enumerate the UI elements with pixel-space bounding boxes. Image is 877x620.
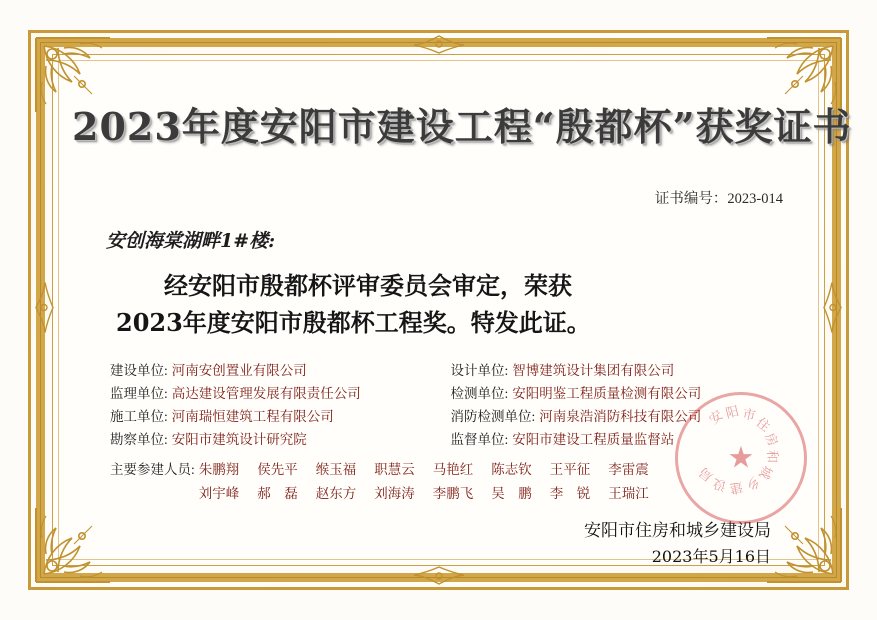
- participant-name: 王平征: [549, 462, 591, 478]
- participant-name: 李 锐: [549, 486, 591, 502]
- unit-label: 消防检测单位:: [450, 409, 536, 425]
- seal-char: 城: [755, 462, 775, 481]
- participating-units-grid: [72, 359, 805, 448]
- issue-date: 2023年5月16日: [651, 546, 771, 566]
- participants-row: [110, 458, 781, 478]
- participants-names: [199, 482, 649, 502]
- participants-row: [110, 482, 781, 502]
- body-line-2: 2023年度安阳市殷都杯工程奖。特发此证。: [116, 308, 591, 338]
- seal-char: 设: [711, 474, 728, 493]
- seal-star-icon: ★: [727, 441, 755, 475]
- participant-name: 朱鹏翔: [198, 462, 240, 478]
- participant-name: 刘宇峰: [198, 486, 240, 502]
- seal-char: 和: [764, 450, 779, 464]
- seal-char: 局: [696, 463, 717, 484]
- certificate-number-label: 证书编号：: [654, 191, 728, 207]
- unit-label: 施工单位:: [110, 409, 168, 425]
- unit-value: 智博建筑设计集团有限公司: [512, 363, 675, 379]
- certificate-title: 2023年度安阳市建设工程“殷都杯”获奖证书: [72, 104, 852, 149]
- participant-name: 刘海涛: [374, 486, 415, 502]
- participant-name: 李鹏飞: [432, 486, 474, 502]
- unit-label: 监理单位:: [110, 386, 168, 402]
- unit-row: [451, 359, 782, 379]
- participant-name: 吴 鹏: [491, 486, 532, 502]
- participant-name: 陈志钦: [491, 462, 532, 478]
- unit-row: [110, 428, 441, 448]
- participants-label: 主要参建人员:: [110, 462, 195, 478]
- participant-name: 职慧云: [374, 462, 415, 478]
- unit-value: 安阳市建筑设计研究院: [171, 432, 307, 448]
- seal-char: 市: [741, 406, 757, 425]
- unit-label: 检测单位:: [450, 386, 509, 402]
- recipient-name: 安创海棠湖畔1#楼:: [106, 230, 276, 252]
- unit-value: 高达建设管理发展有限责任公司: [171, 386, 361, 402]
- issuer-block: [72, 518, 805, 569]
- unit-value: 河南安创置业有限公司: [171, 363, 307, 379]
- certificate-number-value: 2023-014: [727, 191, 783, 207]
- participants-names: [199, 458, 649, 478]
- unit-row: [451, 405, 782, 425]
- seal-char: 建: [728, 478, 745, 496]
- unit-row: [110, 382, 441, 402]
- participant-name: 王瑞江: [608, 486, 649, 502]
- unit-label: 勘察单位:: [110, 432, 168, 448]
- certificate-body: [72, 267, 805, 341]
- unit-value: 安阳明鉴工程质量检测有限公司: [512, 386, 702, 402]
- participant-name: 马艳红: [432, 462, 474, 478]
- seal-char: 住: [752, 415, 773, 436]
- issuer-name: 安阳市住房和城乡建设局: [584, 521, 771, 542]
- unit-row: [110, 359, 441, 379]
- unit-row: [451, 382, 782, 402]
- participant-name: 侯先平: [257, 462, 298, 478]
- body-line-1: 经安阳市殷都杯评审委员会审定，荣获: [164, 271, 572, 300]
- certificate-content: [72, 74, 852, 566]
- participants-section: [72, 458, 805, 502]
- unit-row: [451, 428, 782, 448]
- seal-char: 乡: [742, 472, 763, 493]
- edge-ornament-icon: [822, 273, 844, 348]
- unit-value: 河南瑞恒建筑工程有限公司: [171, 409, 334, 425]
- seal-char: 安: [706, 407, 727, 428]
- participant-name: 缑玉福: [315, 462, 357, 478]
- seal-char: 阳: [724, 404, 741, 422]
- unit-value: 安阳市建设工程质量监督站: [512, 432, 675, 448]
- participant-name: 李雷震: [608, 462, 649, 478]
- unit-label: 设计单位:: [450, 363, 509, 379]
- participant-name: 赵东方: [315, 486, 357, 502]
- unit-row: [110, 405, 441, 425]
- unit-value: 河南泉浩消防科技有限公司: [539, 409, 702, 425]
- seal-char: 房: [761, 430, 781, 449]
- edge-ornament-icon: [33, 273, 55, 348]
- participant-name: 郝 磊: [257, 486, 298, 502]
- certificate-number: [72, 187, 805, 208]
- unit-label: 建设单位:: [110, 363, 168, 379]
- unit-label: 监督单位:: [450, 432, 509, 448]
- edge-ornament-icon: [404, 33, 474, 60]
